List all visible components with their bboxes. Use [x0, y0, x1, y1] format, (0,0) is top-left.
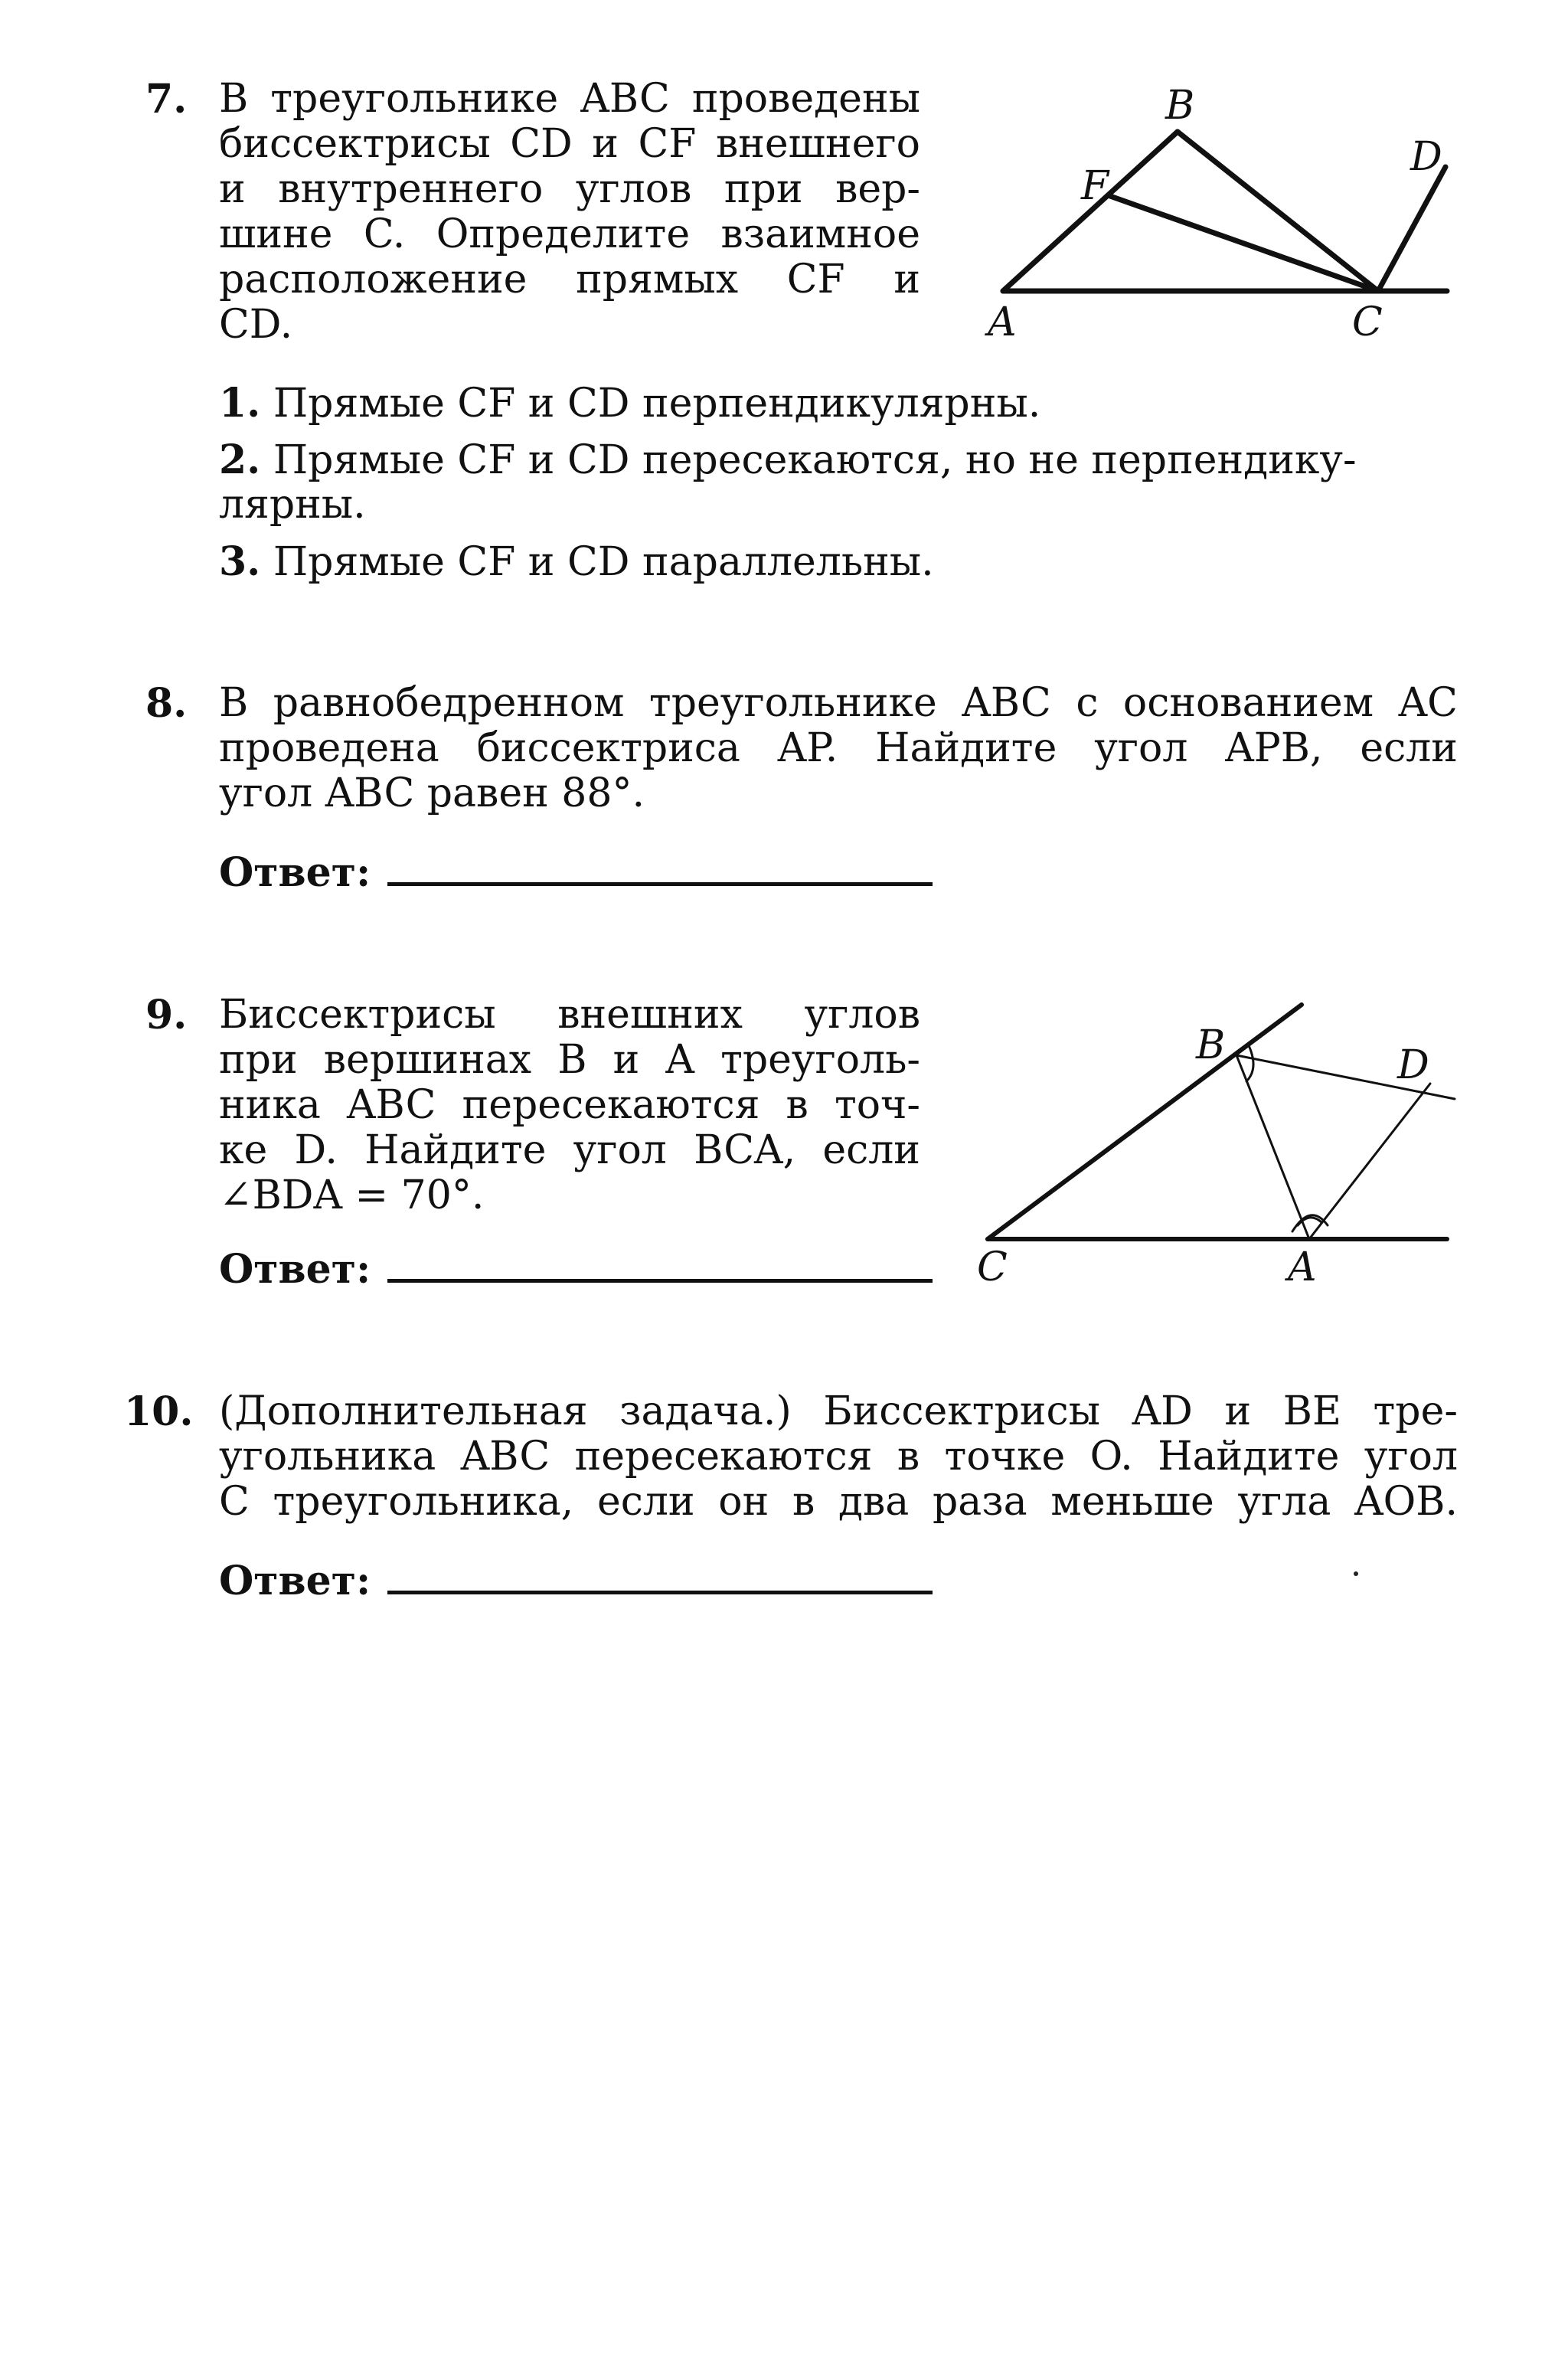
- problem-10-line-3-word: треугольника,: [273, 1479, 574, 1525]
- label-a: A: [1288, 1244, 1317, 1290]
- problem-9-line-1-word: внешних: [557, 992, 743, 1038]
- problem-8-line-3: угол ABC равен 88°.: [219, 770, 645, 816]
- problem-9-number: 9.: [145, 992, 188, 1038]
- answer-label: Ответ:: [219, 849, 371, 896]
- problem-7-line-5-word: прямых: [576, 257, 739, 302]
- problem-7-line-2-word: биссектрисы: [219, 121, 491, 167]
- option-text: Прямые CF и CD перпендикулярны.: [273, 381, 1041, 427]
- label-a: A: [988, 299, 1017, 345]
- problem-10-line-2-word: Найдите: [1158, 1434, 1340, 1480]
- problem-7-line-6: CD.: [219, 302, 293, 348]
- problem-9-line-2-word: B: [557, 1037, 587, 1083]
- problem-7-line-5-word: и: [893, 257, 920, 302]
- problem-10-line-1-word: задача.): [619, 1388, 792, 1434]
- problem-7-line-1-word: В: [219, 76, 249, 122]
- problem-8-line-2-word: угол: [1094, 725, 1188, 771]
- problem-7-line-1-word: ABC: [580, 76, 670, 122]
- problem-7-line-2-word: и: [592, 121, 619, 167]
- problem-7-text-line: [219, 77, 920, 122]
- problem-9-line-2-word: треуголь-: [720, 1037, 920, 1083]
- problem-8-line-1-word: основанием: [1122, 680, 1374, 726]
- segment-ba: [1236, 1055, 1309, 1239]
- problem-7-line-2-word: CF: [638, 121, 697, 167]
- problem-7-line-5-word: CF: [786, 257, 845, 302]
- problem-10-line-3-word: он: [718, 1479, 769, 1525]
- problem-9-figure: [972, 996, 1462, 1302]
- answer-label: Ответ:: [219, 1558, 371, 1604]
- problem-8-line-2-word: APB,: [1225, 725, 1323, 771]
- problem-8-text-line: [219, 726, 1458, 771]
- option-number: 2.: [219, 437, 261, 483]
- problem-8-line-1-word: равнобедренном: [273, 680, 625, 726]
- problem-7-line-4-word: C.: [363, 211, 406, 257]
- problem-10-line-1-word: и: [1224, 1388, 1252, 1434]
- problem-7-text-line: [219, 122, 920, 167]
- problem-10-line-1-word: BE: [1282, 1388, 1341, 1434]
- problem-8-number: 8.: [145, 680, 188, 727]
- problem-9-line-4-word: если: [822, 1127, 920, 1173]
- problem-9-line-5: ∠BDA = 70°.: [219, 1172, 485, 1218]
- problem-7-line-1-word: треугольнике: [270, 76, 559, 122]
- problem-9-line-2-word: и: [612, 1037, 640, 1083]
- option-text: Прямые CF и CD пересекаются, но не перпендику-: [273, 437, 1357, 483]
- problem-9-text-line: [219, 1038, 920, 1083]
- problem-9-line-4-word: BCA,: [694, 1127, 796, 1173]
- answer-blank-line[interactable]: [387, 1590, 933, 1594]
- problem-10-line-3-word: в: [792, 1479, 815, 1525]
- problem-10-line-1-word: AD: [1132, 1388, 1193, 1434]
- problem-10-line-3-word: меньше: [1050, 1479, 1214, 1525]
- bisector-cd: [1378, 167, 1446, 291]
- problem-7-line-4-word: Определите: [436, 211, 691, 257]
- label-b: B: [1165, 83, 1195, 129]
- answer-label: Ответ:: [219, 1246, 371, 1293]
- problem-8-line-1-word: В: [219, 680, 249, 726]
- bisector-cf: [1108, 195, 1378, 291]
- label-f: F: [1081, 163, 1109, 209]
- problem-7-line-2-word: CD: [510, 121, 573, 167]
- problem-8-answer: [219, 850, 933, 895]
- line-cb-extended: [988, 1005, 1302, 1239]
- problem-8-line-1-word: с: [1076, 680, 1099, 726]
- problem-7-line-5-word: расположение: [219, 257, 528, 302]
- problem-8-line-2-word: Найдите: [875, 725, 1057, 771]
- print-speck: [1354, 1571, 1358, 1576]
- problem-10-line-3-word: C: [219, 1479, 250, 1525]
- problem-10-text-line: [219, 1480, 1458, 1525]
- problem-7-line-4-word: взаимное: [720, 211, 920, 257]
- problem-7-text-line: [219, 167, 920, 212]
- problem-7-number: 7.: [145, 76, 188, 123]
- problem-7-line-1-word: проведены: [691, 76, 920, 122]
- answer-blank-line[interactable]: [387, 881, 933, 886]
- answer-blank-line[interactable]: [387, 1278, 933, 1283]
- problem-9-answer: [219, 1247, 933, 1292]
- problem-7-option-2: [219, 437, 1357, 483]
- problem-8-line-1-word: ABC: [962, 680, 1051, 726]
- problem-9-text-line: [219, 1083, 920, 1128]
- problem-10-line-2-word: точке: [944, 1434, 1066, 1480]
- problem-8-line-2-word: проведена: [219, 725, 439, 771]
- problem-10-number: 10.: [124, 1388, 194, 1435]
- problem-9-line-4-word: ке: [219, 1127, 268, 1173]
- problem-7-option-3: [219, 539, 934, 585]
- label-c: C: [977, 1244, 1008, 1290]
- problem-10-answer: [219, 1558, 933, 1604]
- problem-10-line-2-word: ABC: [460, 1434, 550, 1480]
- problem-9-line-1-word: углов: [804, 992, 920, 1038]
- problem-8-line-2-word: если: [1360, 725, 1458, 771]
- problem-9-line-1-word: Биссектрисы: [219, 992, 496, 1038]
- problem-9-line-3-word: в: [786, 1082, 808, 1128]
- problem-8-text-line: [219, 681, 1458, 726]
- problem-8-line-2-word: биссектриса: [476, 725, 740, 771]
- problem-10-text-line: [219, 1389, 1458, 1434]
- problem-9-line-2-word: вершинах: [323, 1037, 532, 1083]
- problem-7-figure: [988, 77, 1462, 352]
- problem-7-line-3-word: вер-: [835, 166, 920, 212]
- problem-10-text-line: [219, 1434, 1458, 1480]
- problem-9-line-2-word: при: [219, 1037, 298, 1083]
- segment-bc: [1178, 132, 1378, 291]
- problem-10-line-3-word: раза: [933, 1479, 1027, 1525]
- problem-10-line-2-word: угол: [1364, 1434, 1458, 1480]
- option-text: Прямые CF и CD параллельны.: [273, 539, 934, 585]
- label-d: D: [1410, 134, 1442, 180]
- problem-10-line-1-word: (Дополнительная: [219, 1388, 588, 1434]
- problem-10-line-2-word: в: [897, 1434, 920, 1480]
- problem-9-text-line: [219, 1128, 920, 1173]
- problem-10-line-3-word: два: [838, 1479, 910, 1525]
- problem-10-line-3-word: AOB.: [1354, 1479, 1458, 1525]
- problem-9-line-3-word: пересекаются: [462, 1082, 760, 1128]
- problem-10-line-2-word: угольника: [219, 1434, 436, 1480]
- problem-7-line-3-word: и: [219, 166, 246, 212]
- problem-9-line-4-word: Найдите: [364, 1127, 547, 1173]
- problem-7-line-4-word: шине: [219, 211, 333, 257]
- label-c: C: [1352, 299, 1383, 345]
- problem-9-text-line: [219, 992, 920, 1038]
- bisector-ad: [1309, 1084, 1430, 1239]
- problem-8-line-2-word: AP.: [777, 725, 838, 771]
- label-d: D: [1397, 1042, 1429, 1088]
- problem-9-line-3-word: ника: [219, 1082, 321, 1128]
- problem-10-line-3-word: если: [596, 1479, 695, 1525]
- problem-9-line-4-word: угол: [573, 1127, 667, 1173]
- angle-mark-b: [1246, 1044, 1253, 1081]
- option-number: 1.: [219, 380, 261, 427]
- problem-7-option-1: [219, 381, 1040, 427]
- problem-10-line-2-word: пересекаются: [574, 1434, 873, 1480]
- problem-7-text-line: [219, 212, 920, 257]
- problem-8-line-1-word: AC: [1398, 680, 1458, 726]
- problem-7-text-line: [219, 257, 920, 302]
- problem-8-line-1-word: треугольнике: [648, 680, 937, 726]
- problem-10-line-2-word: O.: [1089, 1434, 1133, 1480]
- option-number: 3.: [219, 538, 261, 585]
- problem-7-line-3-word: углов: [575, 166, 692, 212]
- problem-9-line-3-word: точ-: [834, 1082, 920, 1128]
- problem-7-line-3-word: при: [724, 166, 803, 212]
- problem-10-line-1-word: Биссектрисы: [823, 1388, 1100, 1434]
- problem-7-option-2-cont: лярны.: [219, 482, 366, 528]
- problem-9-line-4-word: D.: [294, 1127, 338, 1173]
- problem-7-line-3-word: внутреннего: [278, 166, 544, 212]
- label-b: B: [1196, 1022, 1226, 1068]
- problem-10-line-1-word: тре-: [1373, 1388, 1458, 1434]
- problem-9-line-2-word: A: [665, 1037, 694, 1083]
- problem-9-line-3-word: ABC: [346, 1082, 436, 1128]
- problem-10-line-3-word: угла: [1237, 1479, 1331, 1525]
- problem-7-line-2-word: внешнего: [715, 121, 920, 167]
